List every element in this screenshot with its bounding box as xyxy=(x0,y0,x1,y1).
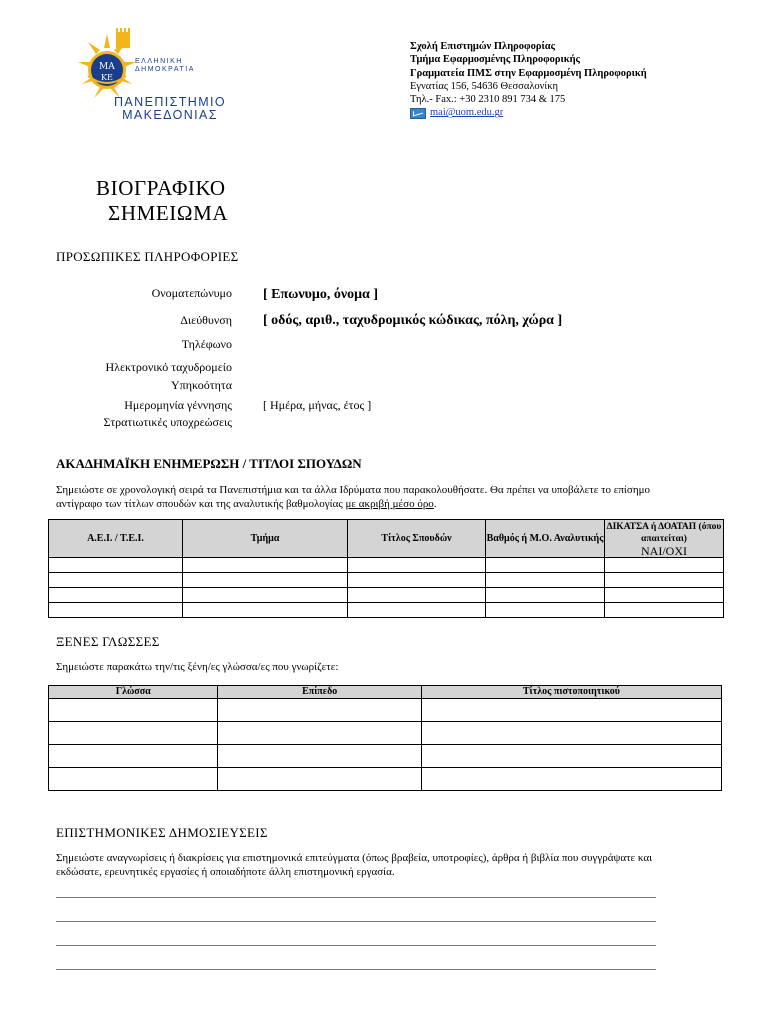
table-cell[interactable] xyxy=(605,588,724,603)
table-cell[interactable] xyxy=(49,573,183,588)
table-row xyxy=(49,745,722,768)
table-row xyxy=(49,699,722,722)
publications-note: Σημειώστε αναγνωρίσεις ή διακρίσεις για επιστημονικά επιτεύγματα (όπως βραβεία, υποτροφίες), άρθρα ή βιβλία που συγγράψατε και εκδώσατε, ερευνητικές εργασίες ή οποιαδήποτε άλλη επιστημονική εργασία. xyxy=(56,852,653,878)
table-row xyxy=(49,768,722,791)
department-name: Τμήμα Εφαρμοσμένης Πληροφορικής xyxy=(410,54,580,66)
table-cell[interactable] xyxy=(486,588,605,603)
email-label: Ηλεκτρονικό ταχυδρομείο xyxy=(105,360,232,374)
table-cell[interactable] xyxy=(218,745,421,768)
write-line[interactable] xyxy=(56,969,656,970)
table-row xyxy=(49,573,724,588)
table-cell[interactable] xyxy=(218,699,421,722)
table-cell[interactable] xyxy=(183,573,348,588)
name-field[interactable]: [ Επωνυμο, όνομα ] xyxy=(263,287,379,302)
table-cell[interactable] xyxy=(421,722,721,745)
table-cell[interactable] xyxy=(49,699,218,722)
table-cell[interactable] xyxy=(348,588,486,603)
table-cell[interactable] xyxy=(183,588,348,603)
personal-info-heading: ΠΡΟΣΩΠΙΚΕΣ ΠΛΗΡΟΦΟΡΙΕΣ xyxy=(56,249,239,264)
nationality-label: Υπηκοότητα xyxy=(171,378,232,392)
table-cell[interactable] xyxy=(486,558,605,573)
table-cell[interactable] xyxy=(49,558,183,573)
table-row xyxy=(49,558,724,573)
academic-table xyxy=(48,519,724,618)
table-cell[interactable] xyxy=(605,558,724,573)
write-line[interactable] xyxy=(56,945,656,946)
col-language: Γλώσσα xyxy=(49,686,218,699)
write-line[interactable] xyxy=(56,921,656,922)
table-cell[interactable] xyxy=(421,745,721,768)
envelope-icon xyxy=(410,108,426,119)
col-department: Τμήμα xyxy=(183,520,348,558)
email-row xyxy=(410,106,647,119)
table-cell[interactable] xyxy=(486,603,605,618)
table-cell[interactable] xyxy=(49,722,218,745)
dob-field[interactable]: [ Ημέρα, μήνας, έτος ] xyxy=(263,398,372,412)
table-cell[interactable] xyxy=(218,722,421,745)
table-cell[interactable] xyxy=(421,699,721,722)
col-certificate: Τίτλος πιστοποιητικού xyxy=(421,686,721,699)
col-recognition: ΔΙΚΑΤΣΑ ή ΔΟΑΤΑΠ (όπου απαιτείται) ΝΑΙ/ΟΧΙ xyxy=(605,520,724,558)
email-link[interactable]: mai@uom.edu.gr xyxy=(430,107,504,119)
col-degree: Τίτλος Σπουδών xyxy=(348,520,486,558)
col-level: Επίπεδο xyxy=(218,686,421,699)
table-row xyxy=(49,603,724,618)
phone-label: Τηλέφωνο xyxy=(181,337,232,351)
col-institution: Α.Ε.Ι. / Τ.Ε.Ι. xyxy=(49,520,183,558)
languages-table xyxy=(48,685,722,791)
table-cell[interactable] xyxy=(605,603,724,618)
academic-table-header xyxy=(49,520,724,558)
postal-address: Εγνατίας 156, 54636 Θεσσαλονίκη xyxy=(410,80,559,92)
languages-note: Σημειώστε παρακάτω την/τις ξένη/ες γλώσσα/ες που γνωρίζετε: xyxy=(56,661,339,673)
academic-heading: ΑΚΑΔΗΜΑΪΚΗ ΕΝΗΜΕΡΩΣΗ / ΤΙΤΛΟΙ ΣΠΟΥΔΩΝ xyxy=(56,456,362,471)
table-cell[interactable] xyxy=(218,768,421,791)
dob-label: Ημερομηνία γέννησης xyxy=(124,398,232,412)
address-label: Διεύθυνση xyxy=(180,313,232,327)
table-cell[interactable] xyxy=(348,603,486,618)
table-cell[interactable] xyxy=(183,603,348,618)
table-row xyxy=(49,722,722,745)
svg-text:ΜΑ: ΜΑ xyxy=(99,62,115,72)
write-line[interactable] xyxy=(56,897,656,898)
table-row xyxy=(49,588,724,603)
school-name: Σχολή Επιστημών Πληροφορίας xyxy=(410,41,556,52)
table-cell[interactable] xyxy=(49,745,218,768)
name-label: Ονοματεπώνυμο xyxy=(151,286,232,300)
logo-university-name: ΠΑΝΕΠΙΣΤΗΜΙΟ ΜΑΚΕΔΟΝΙΑΣ xyxy=(113,95,227,122)
publications-write-lines xyxy=(56,897,656,993)
phone-fax: Τηλ.- Fax.: +30 2310 891 734 & 175 xyxy=(410,94,566,106)
table-cell[interactable] xyxy=(486,573,605,588)
logo-country-text: ΕΛΛΗΝΙΚΗ ΔΗΜΟΚΡΑΤΙΑ xyxy=(135,58,195,73)
address-field[interactable]: [ οδός, αριθ., ταχυδρομικός κώδικας, πόλη, χώρα ] xyxy=(263,313,563,328)
table-cell[interactable] xyxy=(49,603,183,618)
contact-block xyxy=(410,40,647,120)
secretariat-name: Γραμματεία ΠΜΣ στην Εφαρμοσμένη Πληροφορική xyxy=(410,67,647,79)
table-cell[interactable] xyxy=(605,573,724,588)
academic-note: Σημειώστε σε χρονολογική σειρά τα Πανεπιστήμια και τα άλλα Ιδρύματα που παρακολουθήσατε. Θα πρέπει να υποβάλετε το επίσημο αντίγραφο των τίτλων σπουδών και της αναλυτικής βαθμολογίας με ακριβή μέσο όρο. xyxy=(56,484,650,510)
table-cell[interactable] xyxy=(49,768,218,791)
document-title: ΒΙΟΓΡΑΦΙΚΟ ΣΗΜΕΙΩΜΑ xyxy=(96,176,229,225)
publications-heading: ΕΠΙΣΤΗΜΟΝΙΚΕΣ ΔΗΜΟΣΙΕΥΣΕΙΣ xyxy=(56,825,268,840)
military-label: Στρατιωτικές υποχρεώσεις xyxy=(103,415,232,429)
col-grade: Βαθμός ή Μ.Ο. Αναλυτικής xyxy=(486,520,605,558)
table-cell[interactable] xyxy=(183,558,348,573)
table-cell[interactable] xyxy=(421,768,721,791)
languages-table-header xyxy=(49,686,722,699)
table-cell[interactable] xyxy=(348,558,486,573)
table-cell[interactable] xyxy=(49,588,183,603)
table-cell[interactable] xyxy=(348,573,486,588)
languages-heading: ΞΕΝΕΣ ΓΛΩΣΣΕΣ xyxy=(56,634,160,649)
svg-text:ΚΕ: ΚΕ xyxy=(101,73,113,82)
